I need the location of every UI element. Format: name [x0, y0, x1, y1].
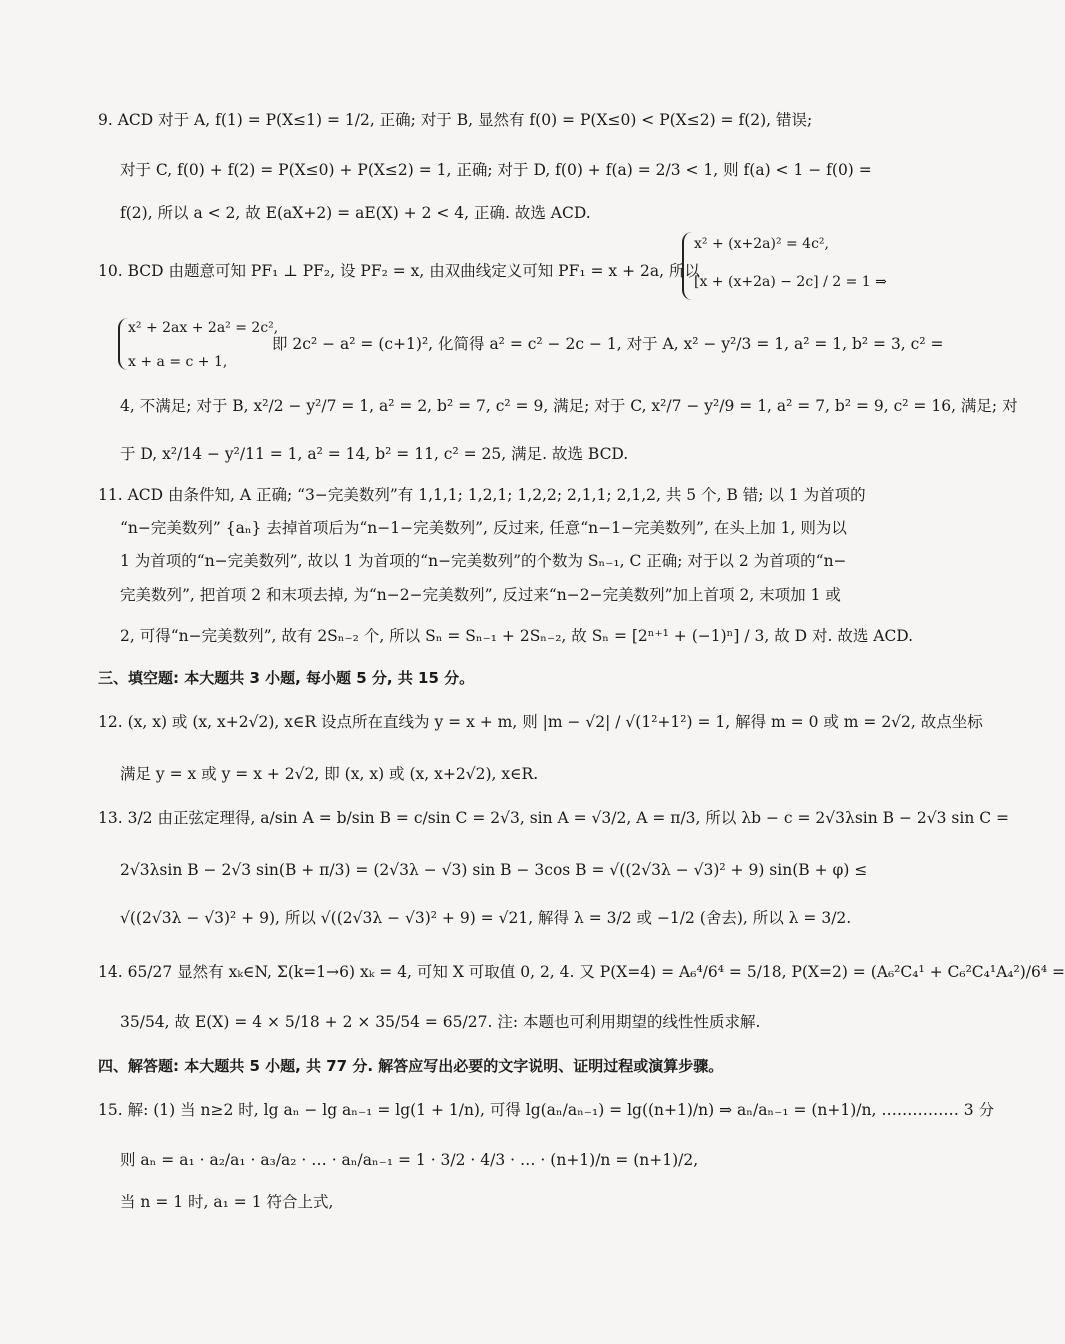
q13-line-2: 2√3λsin B − 2√3 sin(B + π/3) = (2√3λ − √3) sin B − 3cos B = √((2√3λ − √3)² + 9) sin(B + φ) ≤	[120, 861, 868, 879]
q10-system-1-brace	[682, 232, 692, 300]
q12-line-2: 满足 y = x 或 y = x + 2√2, 即 (x, x) 或 (x, x+2√2), x∈R.	[120, 765, 539, 783]
q10-line-4: 于 D, x²/14 − y²/11 = 1, a² = 14, b² = 11, c² = 25, 满足. 故选 BCD.	[120, 445, 629, 463]
q14-line-1: 14. 65/27 显然有 xₖ∈N, Σ(k=1→6) xₖ = 4, 可知 X 可取值 0, 2, 4. 又 P(X=4) = A₆⁴/6⁴ = 5/18, P(X=2) = (A₆²C₄¹ + C₆²C₄¹A₄²)/6⁴ =	[98, 963, 1065, 981]
section-heading-solutions: 四、解答题: 本大题共 5 小题, 共 77 分. 解答应写出必要的文字说明、证明过程或演算步骤。	[98, 1057, 724, 1075]
q10-line-3: 4, 不满足; 对于 B, x²/2 − y²/7 = 1, a² = 2, b² = 7, c² = 9, 满足; 对于 C, x²/7 − y²/9 = 1, a² = 7, b² = 9, c² = 16, 满足; 对	[120, 397, 1018, 415]
q11-line-2: “n−完美数列” {aₙ} 去掉首项后为“n−1−完美数列”, 反过来, 任意“n−1−完美数列”, 在头上加 1, 则为以	[120, 519, 847, 537]
q10-system-1-eq-2: [x + (x+2a) − 2c] / 2 = 1 ⇒	[694, 274, 887, 290]
q10-system-2-brace	[118, 318, 128, 370]
q10-system-2-eq-1: x² + 2ax + 2a² = 2c²,	[128, 320, 279, 336]
q12-line-1: 12. (x, x) 或 (x, x+2√2), x∈R 设点所在直线为 y = x + m, 则 |m − √2| / √(1²+1²) = 1, 解得 m = 0 或 m = 2√2, 故点坐标	[98, 713, 983, 731]
q10-line-1: 10. BCD 由题意可知 PF₁ ⊥ PF₂, 设 PF₂ = x, 由双曲线定义可知 PF₁ = x + 2a, 所以	[98, 262, 700, 280]
q9-line-3: f(2), 所以 a < 2, 故 E(aX+2) = aE(X) + 2 < 4, 正确. 故选 ACD.	[120, 204, 591, 222]
q9-line-2: 对于 C, f(0) + f(2) = P(X≤0) + P(X≤2) = 1, 正确; 对于 D, f(0) + f(a) = 2/3 < 1, 则 f(a) < 1 − f(0) =	[120, 161, 872, 179]
q15-line-3: 当 n = 1 时, a₁ = 1 符合上式,	[120, 1193, 334, 1211]
q15-line-2: 则 aₙ = a₁ · a₂/a₁ · a₃/a₂ · … · aₙ/aₙ₋₁ = 1 · 3/2 · 4/3 · … · (n+1)/n = (n+1)/2,	[120, 1151, 699, 1169]
q13-line-3: √((2√3λ − √3)² + 9), 所以 √((2√3λ − √3)² + 9) = √21, 解得 λ = 3/2 或 −1/2 (舍去), 所以 λ = 3/2.	[120, 909, 852, 927]
q10-system-2-eq-2: x + a = c + 1,	[128, 354, 228, 370]
q10-line-2: 即 2c² − a² = (c+1)², 化简得 a² = c² − 2c − 1, 对于 A, x² − y²/3 = 1, a² = 1, b² = 3, c² =	[272, 335, 944, 353]
q11-line-1: 11. ACD 由条件知, A 正确; “3−完美数列”有 1,1,1; 1,2,1; 1,2,2; 2,1,1; 2,1,2, 共 5 个, B 错; 以 1 为首项的	[98, 486, 866, 504]
q14-line-2: 35/54, 故 E(X) = 4 × 5/18 + 2 × 35/54 = 65/27. 注: 本题也可利用期望的线性性质求解.	[120, 1013, 761, 1031]
q15-line-1: 15. 解: (1) 当 n≥2 时, lg aₙ − lg aₙ₋₁ = lg(1 + 1/n), 可得 lg(aₙ/aₙ₋₁) = lg((n+1)/n) ⇒ aₙ/aₙ₋₁ = (n+1)/n, …………… 3 分	[98, 1101, 995, 1119]
q13-line-1: 13. 3/2 由正弦定理得, a/sin A = b/sin B = c/sin C = 2√3, sin A = √3/2, A = π/3, 所以 λb − c = 2√3λsin B − 2√3 sin C =	[98, 809, 1010, 827]
q11-line-3: 1 为首项的“n−完美数列”, 故以 1 为首项的“n−完美数列”的个数为 Sₙ₋₁, C 正确; 对于以 2 为首项的“n−	[120, 552, 847, 570]
q11-line-4: 完美数列”, 把首项 2 和末项去掉, 为“n−2−完美数列”, 反过来“n−2−完美数列”加上首项 2, 末项加 1 或	[120, 586, 841, 604]
q10-system-1-eq-1: x² + (x+2a)² = 4c²,	[694, 236, 829, 252]
q9-line-1: 9. ACD 对于 A, f(1) = P(X≤1) = 1/2, 正确; 对于 B, 显然有 f(0) = P(X≤0) < P(X≤2) = f(2), 错误;	[98, 111, 813, 129]
section-heading-fill-in: 三、填空题: 本大题共 3 小题, 每小题 5 分, 共 15 分。	[98, 669, 475, 687]
q11-line-5: 2, 可得“n−完美数列”, 故有 2Sₙ₋₂ 个, 所以 Sₙ = Sₙ₋₁ + 2Sₙ₋₂, 故 Sₙ = [2ⁿ⁺¹ + (−1)ⁿ] / 3, 故 D 对. 故选 ACD.	[120, 627, 914, 645]
